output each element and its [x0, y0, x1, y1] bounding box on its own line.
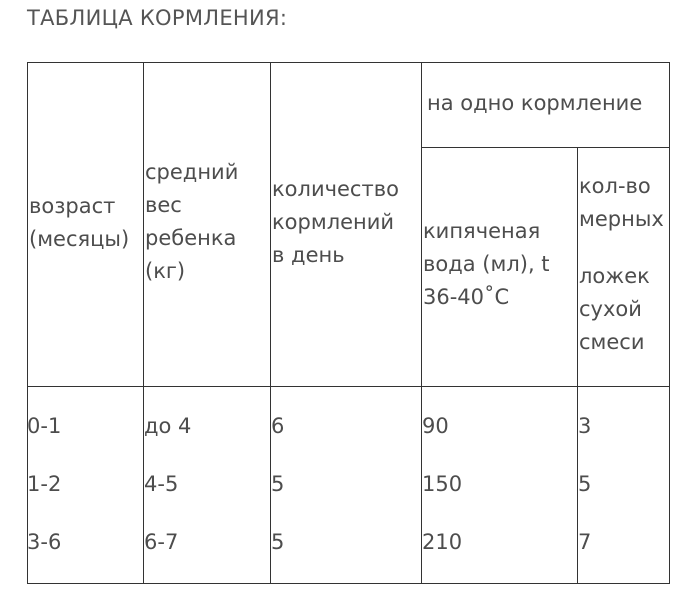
cell-spoons: 3	[578, 414, 592, 438]
column-divider-3	[421, 62, 422, 584]
header-weight: средний вес ребенка (кг)	[145, 160, 239, 283]
cell-weight: 6-7	[144, 530, 179, 554]
cell-spoons: 7	[578, 530, 592, 554]
table-border-right	[669, 62, 670, 584]
cell-water: 150	[422, 472, 463, 496]
table-border-top	[27, 62, 670, 63]
cell-feedings: 5	[271, 530, 285, 554]
cell-water: 210	[422, 530, 463, 554]
cell-spoons: 5	[578, 472, 592, 496]
column-divider-2	[270, 62, 271, 584]
feeding-table	[27, 62, 670, 584]
header-spoons-bottom: ложек сухой смеси	[579, 264, 650, 354]
cell-feedings: 6	[271, 414, 285, 438]
header-divider	[27, 386, 670, 387]
page-title: ТАБЛИЦА КОРМЛЕНИЯ:	[27, 6, 288, 30]
subheader-divider	[421, 147, 670, 148]
table-border-bottom	[27, 583, 670, 584]
cell-weight: 4-5	[144, 472, 179, 496]
cell-feedings: 5	[271, 472, 285, 496]
header-spoons-top: кол-во мерных	[579, 174, 664, 231]
table-border-left	[27, 62, 28, 584]
column-divider-4	[577, 147, 578, 584]
header-per-feeding: на одно кормление	[427, 91, 643, 115]
cell-age: 1-2	[27, 472, 62, 496]
header-age: возраст (месяцы)	[29, 194, 130, 251]
cell-water: 90	[422, 414, 449, 438]
cell-weight: до 4	[144, 414, 192, 438]
cell-age: 3-6	[27, 530, 62, 554]
header-water: кипяченая вода (мл), t 36-40˚С	[423, 219, 550, 309]
header-feedings: количество кормлений в день	[272, 177, 399, 267]
cell-age: 0-1	[27, 414, 62, 438]
column-divider-1	[143, 62, 144, 584]
